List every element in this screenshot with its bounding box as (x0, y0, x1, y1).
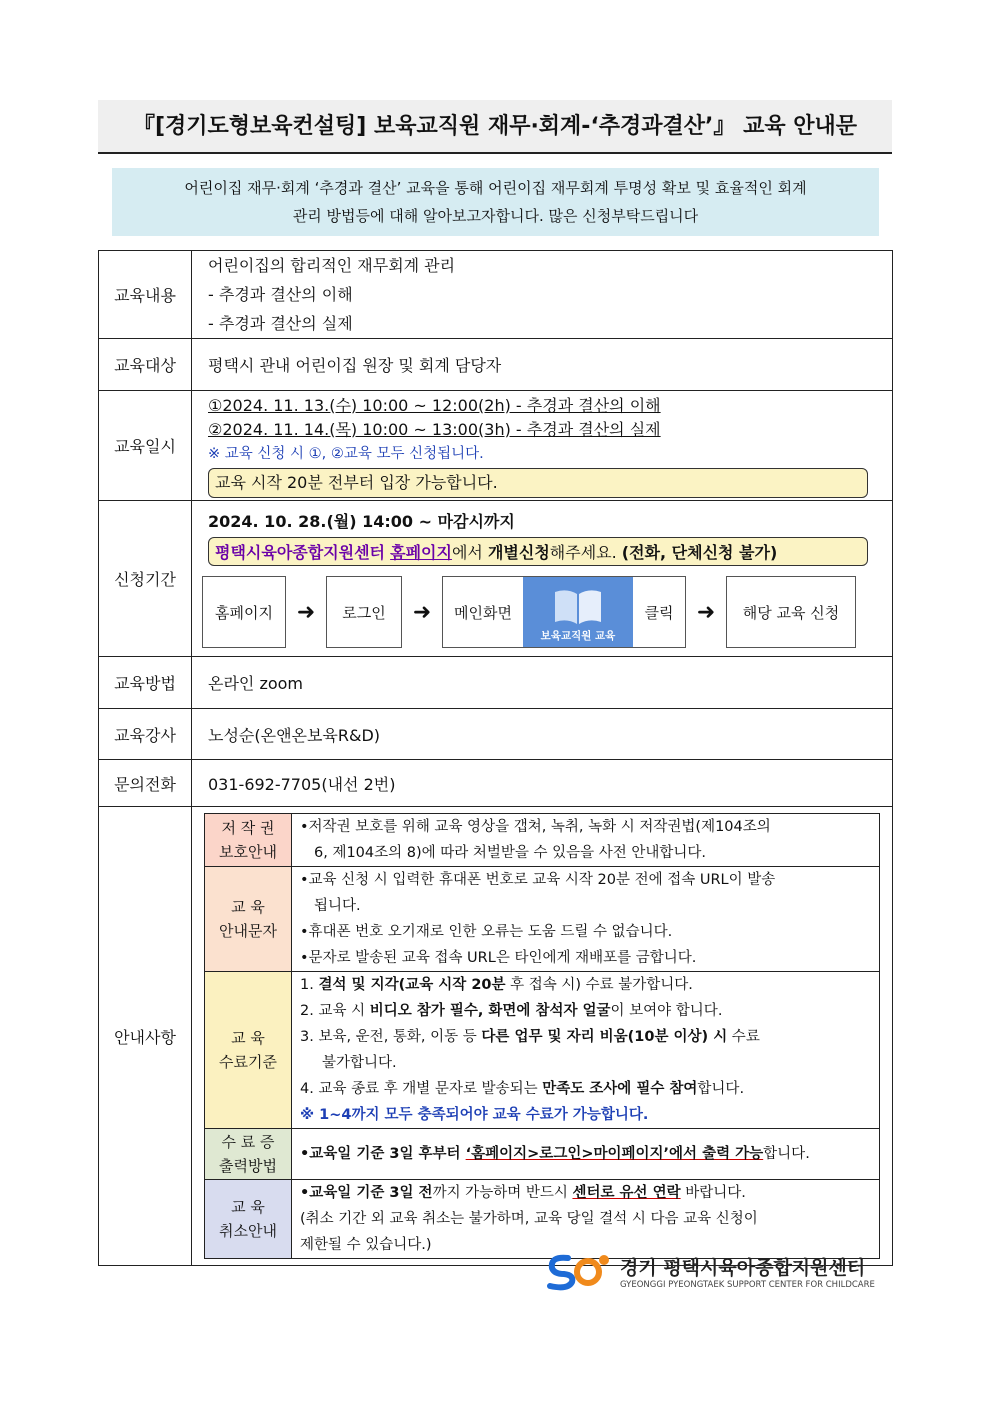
row-target (99, 339, 893, 391)
center-name: 평택시육아종합지원센터 (215, 543, 386, 562)
step-login: 로그인 (326, 576, 402, 648)
row-lecturer (99, 709, 893, 760)
lecturer-value: 노성순(온앤온보육R&D) (192, 709, 893, 760)
row-apply (99, 501, 893, 657)
arrow-icon: ➜ (412, 599, 432, 625)
banner-education[interactable] (523, 577, 633, 647)
notice-completion: 교 육 수료기준 1. 결석 및 지각(교육 시작 20분 후 접속 시) 수료 불가합니다. 2. 교육 시 비디오 참가 필수, 화면에 참석자 얼굴이 보여야 합니다. 3. 보육, 운전, 통화, 이동 등 다른 업무 및 자리 비움(10분 이상) 시 수료 불가합니다. 4. 교육 종료 후 개별 문자로 발송되는 만족도 조사에 필수 참여합니다. ※ 1~4까지 모두 충족되어야 교육 수료가 가능합니다. (205, 972, 880, 1129)
row-content (99, 251, 893, 339)
homepage-link[interactable]: 홈페이지 (390, 543, 452, 562)
content-line-1: 어린이집의 합리적인 재무회계 관리 (208, 256, 456, 275)
target-value: 평택시 관내 어린이집 원장 및 회계 담당자 (192, 339, 893, 391)
label-phone: 문의전화 (99, 760, 192, 807)
footer-english: GYEONGGI PYEONGTAEK SUPPORT CENTER FOR CHILDCARE (620, 1279, 875, 1290)
step-main-label: 메인화면 (454, 603, 512, 622)
apply-period: 2024. 10. 28.(월) 14:00 ~ 마감시까지 (208, 512, 515, 531)
completion-note: ※ 1~4까지 모두 충족되어야 교육 수료가 가능합니다. (300, 1107, 649, 1123)
schedule-note: ※ 교육 신청 시 ①, ②교육 모두 신청됩니다. (208, 445, 484, 462)
notice-copyright: 저 작 권 보호안내 •저작권 보호를 위해 교육 영상을 갭쳐, 녹취, 녹화 시 저작권법(제104조의 6, 제104조의 8)에 따라 처벌받을 수 있음을 사전 안내합니다. (205, 814, 880, 867)
row-notice (99, 807, 893, 1266)
notice-table (204, 813, 880, 1259)
method-value: 온라인 zoom (192, 657, 893, 709)
notice-certificate: 수 료 증 출력방법 •교육일 기준 3일 후부터 ‘홈페이지>로그인>마이페이지’에서 출력 가능합니다. (205, 1129, 880, 1180)
apply-method-box: 평택시육아종합지원센터 홈페이지에서 개별신청해주세요. (전화, 단체신청 불가) (208, 537, 868, 566)
center-logo-icon (546, 1250, 614, 1292)
label-apply: 신청기간 (99, 501, 192, 657)
footer-name: 경기 평택시육아종합지원센터 (620, 1256, 866, 1279)
step-main (442, 576, 686, 648)
notice-cancel: 교 육 취소안내 •교육일 기준 3일 전까지 가능하며 반드시 센터로 유선 연락 바랍니다. (취소 기간 외 교육 취소는 불가하며, 교육 당일 결석 시 다음 교육 신청이 제한될 수 있습니다.) (205, 1180, 880, 1259)
schedule-line-2: ②2024. 11. 14.(목) 10:00 ~ 13:00(3h) - 추경과 결산의 실제 (208, 419, 661, 439)
intro-box (112, 168, 879, 236)
notice-sms: 교 육 안내문자 •교육 신청 시 입력한 휴대폰 번호로 교육 시작 20분 전에 접속 URL이 발송 됩니다. •휴대폰 번호 오기재로 인한 오류는 도움 드릴 수 없습니다. •문자로 발송된 교육 접속 URL은 타인에게 재배포를 금합니다. (205, 867, 880, 972)
label-notice: 안내사항 (99, 807, 192, 1266)
label-schedule: 교육일시 (99, 391, 192, 501)
row-phone (99, 760, 893, 807)
arrow-icon: ➜ (296, 599, 316, 625)
page-title: 『[경기도형보육컨설팅] 보육교직원 재무·회계-‘추경과결산’』 교육 안내문 (98, 100, 892, 154)
step-click: 클릭 (644, 603, 674, 622)
label-content: 교육내용 (99, 251, 192, 339)
footer-logo (546, 1250, 875, 1292)
book-icon (551, 586, 605, 626)
phone-value: 031-692-7705(내선 2번) (192, 760, 893, 807)
step-homepage: 홈페이지 (202, 576, 286, 648)
label-target: 교육대상 (99, 339, 192, 391)
schedule-line-1: ①2024. 11. 13.(수) 10:00 ~ 12:00(2h) - 추경과 결산의 이해 (208, 395, 661, 415)
intro-line-1: 어린이집 재무·회계 ‘추경과 결산’ 교육을 통해 어린이집 재무회계 투명성 확보 및 효율적인 회계 (184, 179, 807, 197)
banner-label: 보육교직원 교육 (540, 630, 616, 642)
label-lecturer: 교육강사 (99, 709, 192, 760)
arrow-icon: ➜ (696, 599, 716, 625)
row-schedule (99, 391, 893, 501)
entry-notice: 교육 시작 20분 전부터 입장 가능합니다. (208, 468, 868, 498)
content-line-3: - 추경과 결산의 실제 (208, 314, 353, 333)
row-method (99, 657, 893, 709)
intro-line-2: 관리 방법등에 대해 알아보고자합니다. 많은 신청부탁드립니다 (292, 207, 699, 225)
content-line-2: - 추경과 결산의 이해 (208, 285, 353, 304)
info-table (98, 250, 893, 1266)
step-final: 해당 교육 신청 (726, 576, 856, 648)
apply-steps (202, 576, 868, 648)
label-method: 교육방법 (99, 657, 192, 709)
